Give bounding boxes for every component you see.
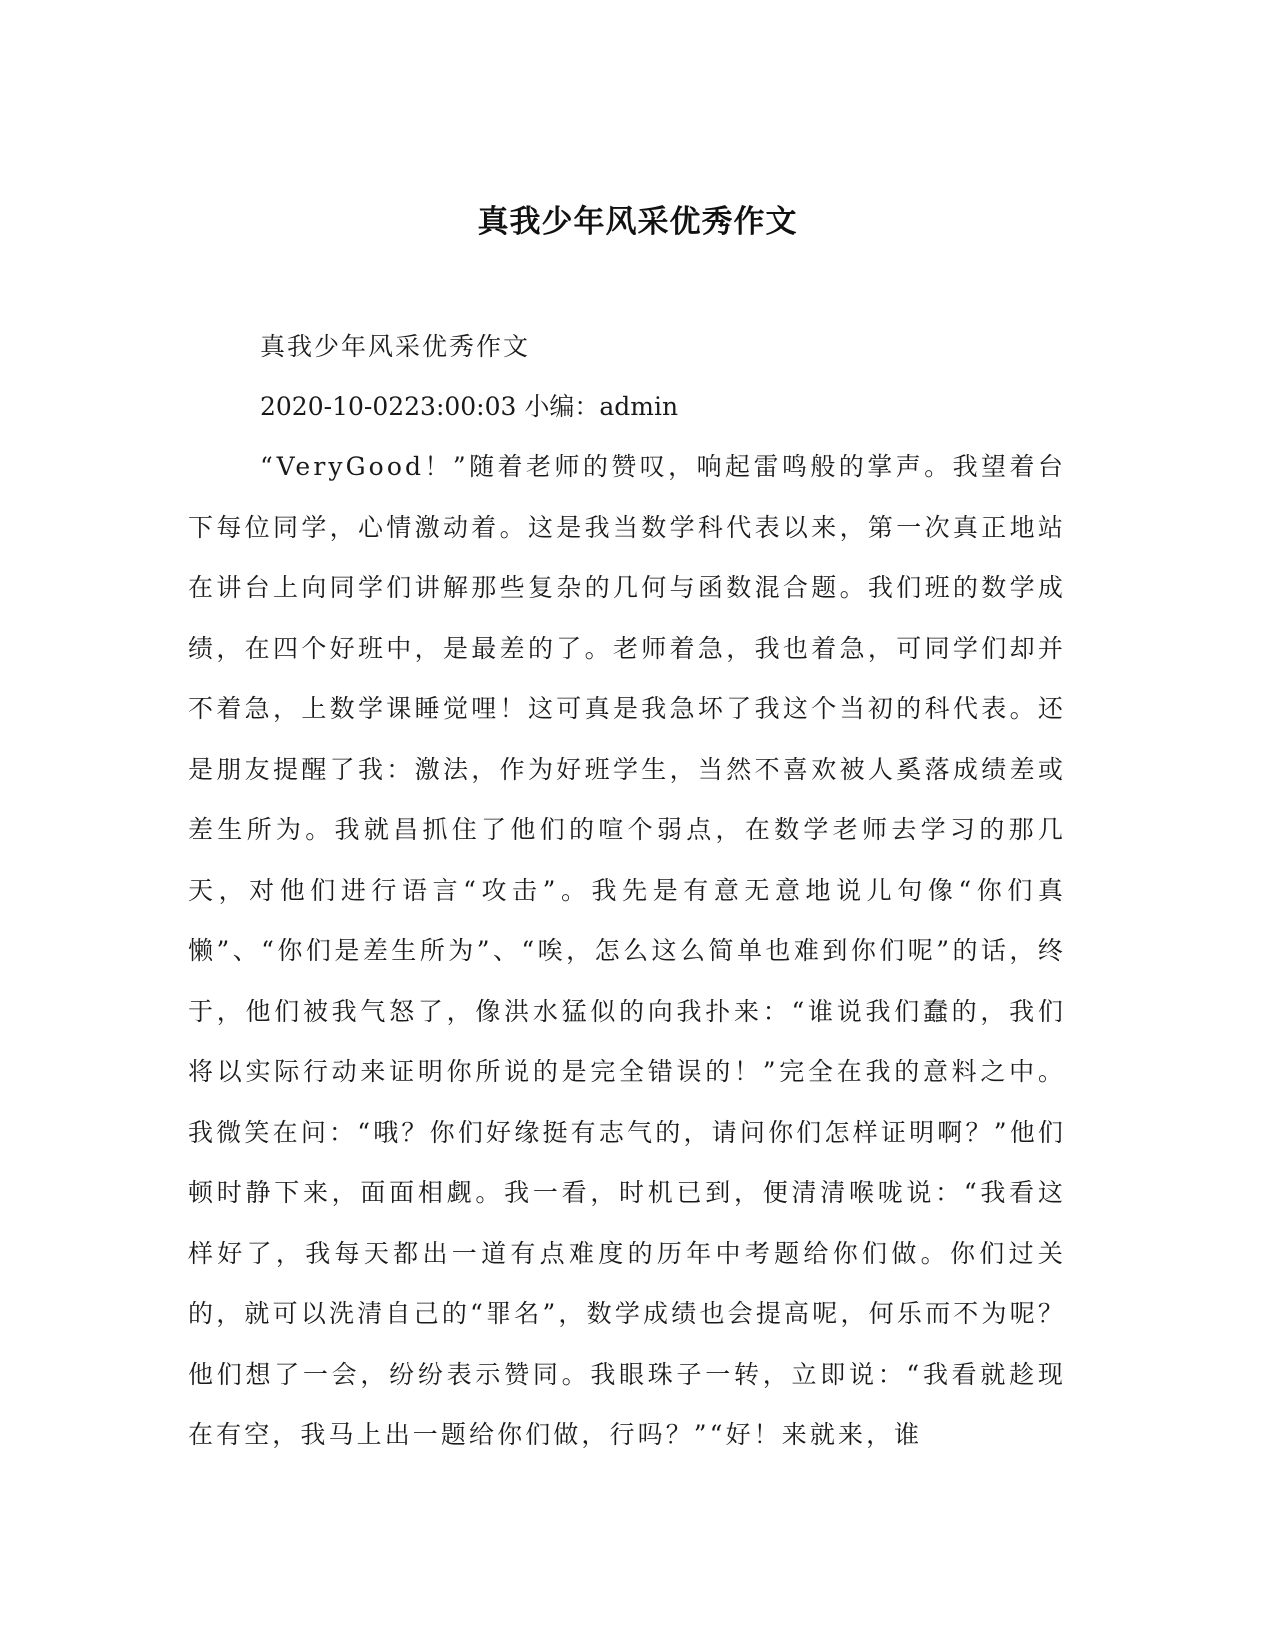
- document-title: 真我少年风采优秀作文: [477, 204, 798, 240]
- document-meta-line: 2020-10-0223:00:03 小编：admin: [260, 392, 679, 421]
- document-subtitle: 真我少年风采优秀作文: [260, 332, 531, 361]
- body-paragraph: “VeryGood！”随着老师的赞叹，响起雷鸣般的掌声。我望着台下每位同学，心情激动着。这是我当数学科代表以来，第一次真正地站在讲台上向同学们讲解那些复杂的几何与函数混合题。我们班的数学成绩，在四个好班中，是最差的了。老师着急，我也着急，可同学们却并不着急，上数学课睡觉哩！这可真是我急坏了我这个当初的科代表。还是朋友提醒了我：激法，作为好班学生，当然不喜欢被人奚落成绩差或差生所为。我就昌抓住了他们的喧个弱点，在数学老师去学习的那几天，对他们进行语言“攻击”。我先是有意无意地说儿句像“你们真懒”、“你们是差生所为”、“唉，怎么这么简单也难到你们呢”的话，终于，他们被我气怒了，像洪水猛似的向我扑来：“谁说我们蠢的，我们将以实际行动来证明你所说的是完全错误的！”完全在我的意料之中。我微笑在问：“哦？你们好缘挺有志气的，请问你们怎样证明啊？”他们顿时静下来，面面相觑。我一看，时机已到，便清清喉咙说：“我看这样好了，我每天都出一道有点难度的历年中考题给你们做。你们过关的，就可以洗清自己的“罪名”，数学成绩也会提高呢，何乐而不为呢？他们想了一会，纷纷表示赞同。我眼珠子一转，立即说：“我看就趁现在有空，我马上出一题给你们做，行吗？”“好！来就来，谁: [188, 452, 1066, 1449]
- document-body: [188, 317, 1066, 1466]
